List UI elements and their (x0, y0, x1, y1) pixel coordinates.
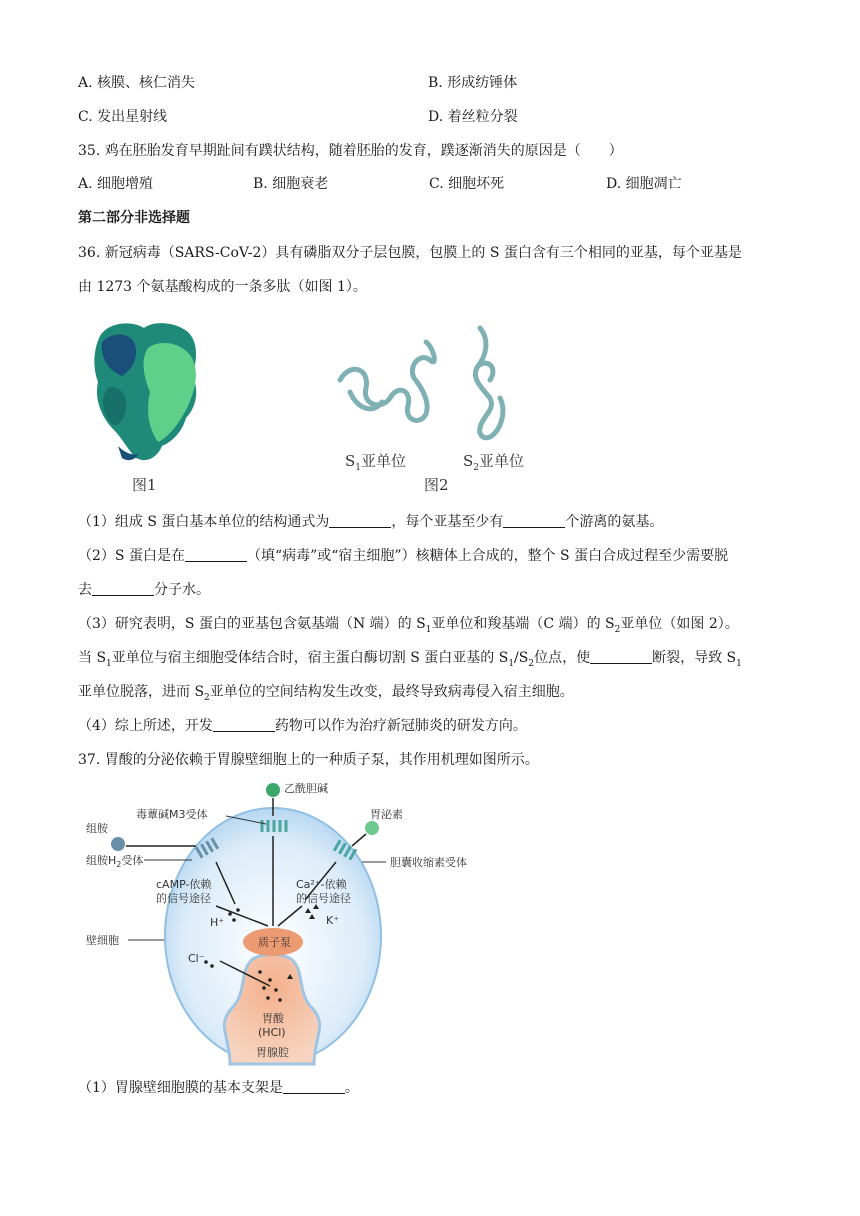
camp-pathway-label-1: cAMP-依赖 (156, 878, 212, 891)
section-title: 第二部分非选择题 (78, 210, 190, 226)
q36-part-3-text-h: 亚单位脱落，进而 S (78, 684, 205, 700)
parietal-cell-label: 壁细胞 (86, 934, 119, 947)
answer-blank[interactable] (185, 547, 247, 562)
option-b: B. 形成纺锤体 (428, 75, 518, 91)
q37-part-1-text-b: 。 (344, 1080, 359, 1096)
q37-part-1-text-a: （1）胃腺壁细胞膜的基本支架是 (78, 1080, 283, 1096)
q35-option-d: D. 细胞凋亡 (606, 176, 682, 192)
answer-blank[interactable] (283, 1079, 345, 1094)
cck-receptor-label: 胆囊收缩素受体 (390, 856, 467, 869)
q36-part-3-text-i: 亚单位的空间结构发生改变，最终导致病毒侵入宿主细胞。 (209, 684, 574, 700)
gastrin-label: 胃泌素 (370, 808, 403, 821)
question-35-stem: 35. 鸡在胚胎发育早期趾间有蹼状结构，随着胚胎的发育，蹼逐渐消失的原因是（ ） (78, 143, 623, 159)
q36-part-3-text-a: （3）研究表明，S 蛋白的亚基包含氨基端（N 端）的 S (78, 616, 426, 632)
q36-part-3-line2: 当 $S_1$亚单位与宿主细胞受体结合时，宿主蛋白酶切割 S 蛋白亚基的 $S_1/S_2$位点，使 断裂，导致 $S_1$ (78, 650, 742, 669)
acetylcholine-icon (266, 783, 280, 797)
q36-part-2-line2 (78, 580, 210, 600)
answer-blank[interactable] (590, 649, 652, 664)
q36-part-3-line1: （3）研究表明，S 蛋白的亚基包含氨基端（N 端）的 $S_1$亚单位和羧基端（C 端）的 $S_2$亚单位（如图 2）。 (78, 616, 739, 635)
q36-part-3-text-g: 断裂，导致 S (652, 650, 737, 666)
s1-subunit-label-text: 亚单位 (361, 452, 407, 470)
answer-blank[interactable] (213, 717, 275, 732)
h2-receptor-label: 组胺$H_2$受体 (86, 854, 144, 869)
q36-part-2-text-c: 去 (78, 582, 92, 598)
figure-2-caption: 图2 (424, 476, 449, 494)
q36-part-4-text-a: （4）综上所述，开发 (78, 718, 213, 734)
gastric-acid-label: 胃酸 (262, 1012, 284, 1025)
q36-part-1-text-b: ，每个亚基至少有 (391, 514, 504, 530)
ca-pathway-label-1: Ca²⁺-依赖 (296, 878, 347, 891)
gland-lumen-label: 胃腺腔 (256, 1046, 289, 1059)
q36-part-2-text-d: 分子水。 (154, 582, 210, 598)
answer-blank[interactable] (92, 581, 154, 596)
q36-part-1-text-c: 个游离的氨基。 (565, 514, 664, 530)
h2-receptor-label-b: 受体 (121, 854, 144, 867)
h2-receptor-label-a: 组胺H (86, 854, 117, 867)
q36-part-3-text-c: 亚单位（如图 2）。 (620, 616, 739, 632)
question-36-stem-line1: 36. 新冠病毒（SARS-CoV-2）具有磷脂双分子层包膜，包膜上的 S 蛋白含有三个相同的亚基，每个亚基是 (78, 245, 742, 261)
q37-part-1 (78, 1078, 359, 1098)
q36-part-2-line1 (78, 546, 728, 566)
cl-ion-label: Cl⁻ (188, 952, 205, 965)
q36-part-4-text-b: 药物可以作为治疗新冠肺炎的研发方向。 (274, 718, 527, 734)
q35-option-b: B. 细胞衰老 (253, 176, 329, 192)
q36-part-3-text-d: 当 S (78, 650, 107, 666)
q36-part-2-text-b: （填“病毒”或“宿主细胞”）核糖体上合成的，整个 S 蛋白合成过程至少需要脱 (246, 548, 729, 564)
option-c: C. 发出星射线 (78, 109, 168, 125)
h-ion-label: H⁺ (210, 916, 225, 929)
figure-1-spike-protein (88, 318, 206, 466)
acetylcholine-label: 乙酰胆碱 (284, 782, 328, 795)
histamine-label: 组胺 (86, 822, 108, 835)
question-36-stem-line2: 由 1273 个氨基酸构成的一条多肽（如图 1）。 (78, 279, 367, 295)
q36-part-3-text-e: 亚单位与宿主细胞受体结合时，宿主蛋白酶切割 S 蛋白亚基的 S (111, 650, 509, 666)
q36-part-3-text-b: 亚单位和羧基端（C 端）的 S (431, 616, 615, 632)
figure-1-caption: 图1 (132, 476, 157, 494)
s1-subunit-label: $S_1$亚单位 (345, 452, 407, 473)
s2-subunit-label-text: 亚单位 (479, 452, 525, 470)
answer-blank[interactable] (329, 513, 391, 528)
option-d: D. 着丝粒分裂 (428, 109, 518, 125)
question-37-stem: 37. 胃酸的分泌依赖于胃腺壁细胞上的一种质子泵，其作用机理如图所示。 (78, 752, 539, 768)
proton-pump-diagram (80, 776, 500, 1066)
q36-part-3-line3: 亚单位脱落，进而 $S_2$亚单位的空间结构发生改变，最终导致病毒侵入宿主细胞。 (78, 684, 574, 703)
s2-subunit-label: $S_2$亚单位 (463, 452, 525, 473)
k-ion-label: K⁺ (326, 914, 340, 927)
proton-pump-label: 质子泵 (258, 936, 291, 949)
camp-pathway-label-2: 的信号途径 (156, 892, 211, 905)
q36-part-3-text-f: 位点，使 (534, 650, 591, 666)
q35-option-c: C. 细胞坏死 (429, 176, 505, 192)
q36-part-4 (78, 716, 527, 736)
q36-part-2-text-a: （2）S 蛋白是在 (78, 548, 185, 564)
q35-option-a: A. 细胞增殖 (78, 176, 154, 192)
histamine-icon (111, 837, 125, 851)
gastrin-icon (365, 821, 379, 835)
option-a: A. 核膜、核仁消失 (78, 75, 196, 91)
hcl-label: (HCl) (258, 1026, 286, 1039)
ca-pathway-label-2: 的信号途径 (296, 892, 351, 905)
m3-receptor-label: 毒蕈碱M3受体 (136, 808, 208, 821)
q36-part-1 (78, 512, 663, 532)
q36-part-1-text-a: （1）组成 S 蛋白基本单位的结构通式为 (78, 514, 330, 530)
figure-2-subunits (330, 318, 550, 446)
answer-blank[interactable] (503, 513, 565, 528)
